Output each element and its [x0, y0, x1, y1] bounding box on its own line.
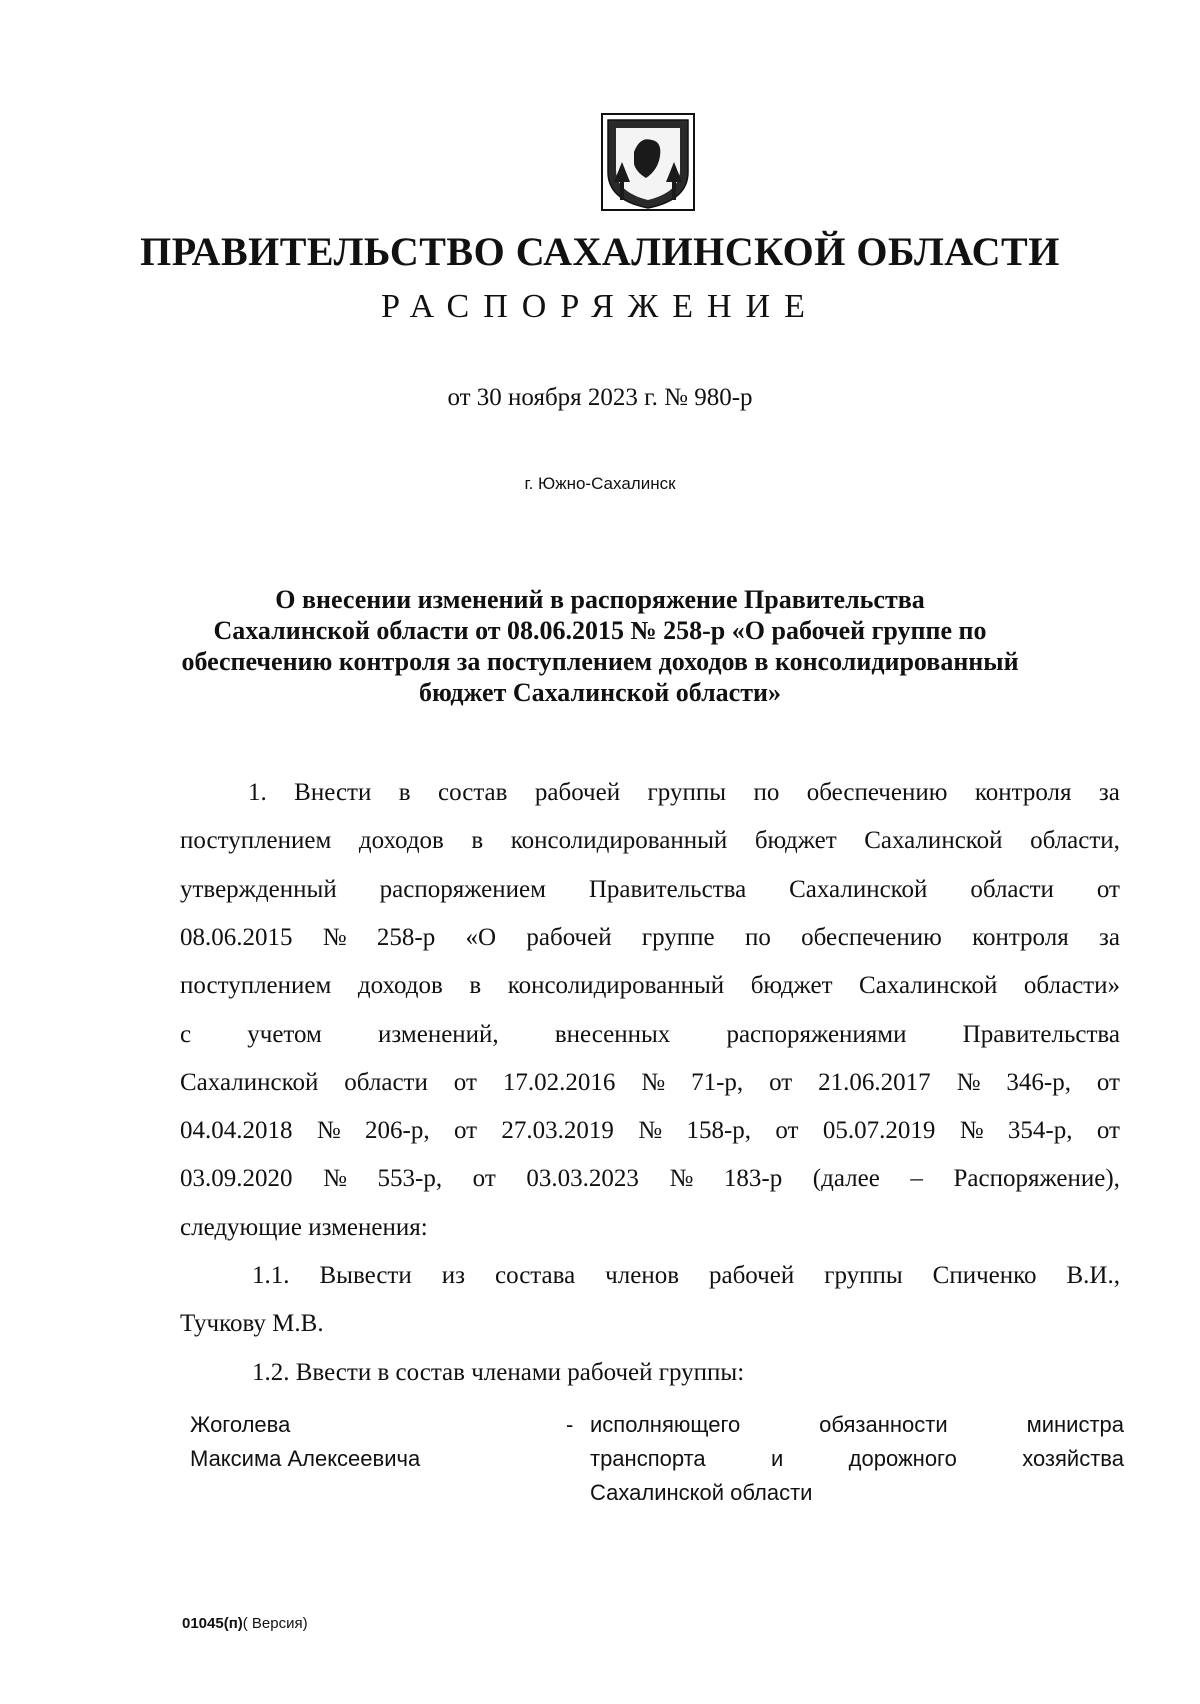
justified-words: 1. Внести в состав рабочей группы по обеспечению контроля за — [248, 779, 1120, 806]
paragraph-line — [180, 876, 1120, 904]
paragraph-line: следующие изменения: — [180, 1214, 428, 1241]
coat-of-arms-icon — [600, 112, 696, 212]
paragraph-line: 1.2. Ввести в состав членами рабочей группы: — [252, 1359, 745, 1386]
paragraph-line — [180, 924, 1120, 952]
subject-line: О внесении изменений в распоряжение Правительства — [275, 585, 925, 614]
document-subject — [150, 584, 1050, 708]
justified-words: поступлением доходов в консолидированный бюджет Сахалинской области, — [180, 827, 1120, 854]
form-code: 01045(п) — [182, 1615, 243, 1632]
justified-words: транспорта и дорожного хозяйства — [590, 1446, 1124, 1471]
member-position-line: Сахалинской области — [590, 1480, 813, 1505]
subject-line: обеспечению контроля за поступлением доходов в консолидированный — [181, 647, 1019, 676]
member-position-line — [590, 1446, 1124, 1472]
paragraph-line — [180, 972, 1120, 1000]
member-position-line — [590, 1412, 1124, 1438]
justified-words: 04.04.2018 № 206-р, от 27.03.2019 № 158-р, от 05.07.2019 № 354-р, от — [180, 1117, 1120, 1144]
paragraph-line — [180, 1165, 1120, 1193]
justified-words: 08.06.2015 № 258-р «О рабочей группе по обеспечению контроля за — [180, 924, 1120, 951]
member-given-names: Максима Алексеевича — [190, 1446, 421, 1471]
subject-line: Сахалинской области от 08.06.2015 № 258-р «О рабочей группе по — [213, 616, 987, 645]
paragraph-line — [180, 1069, 1120, 1097]
justified-words: Сахалинской области от 17.02.2016 № 71-р, от 21.06.2017 № 346-р, от — [180, 1069, 1120, 1096]
document-type-title: РАСПОРЯЖЕНИЕ — [381, 288, 819, 325]
document-date-number: от 30 ноября 2023 г. № 980-р — [447, 384, 753, 411]
member-dash: - — [566, 1412, 574, 1437]
paragraph-line: Тучкову М.В. — [180, 1310, 324, 1337]
paragraph-line — [252, 1262, 1120, 1290]
justified-words: с учетом изменений, внесенных распоряжениями Правительства — [180, 1021, 1120, 1048]
subject-line: бюджет Сахалинской области» — [419, 678, 781, 707]
justified-words: 1.1. Вывести из состава членов рабочей группы Спиченко В.И., — [252, 1262, 1120, 1289]
paragraph-line — [180, 1117, 1120, 1145]
justified-words: поступлением доходов в консолидированный бюджет Сахалинской области» — [180, 972, 1120, 999]
justified-words: исполняющего обязанности министра — [590, 1412, 1124, 1437]
form-version: ( Версия) — [242, 1615, 308, 1632]
paragraph-line — [180, 1021, 1120, 1049]
member-surname: Жоголева — [190, 1412, 291, 1437]
paragraph-line — [180, 827, 1120, 855]
paragraph-line — [248, 779, 1120, 807]
justified-words: 03.09.2020 № 553-р, от 03.03.2023 № 183-р (далее – Распоряжение), — [180, 1165, 1120, 1192]
footer-form-code — [182, 1615, 308, 1632]
government-title: ПРАВИТЕЛЬСТВО САХАЛИНСКОЙ ОБЛАСТИ — [140, 229, 1060, 274]
document-city: г. Южно-Сахалинск — [524, 474, 676, 493]
justified-words: утвержденный распоряжением Правительства Сахалинской области от — [180, 876, 1120, 903]
